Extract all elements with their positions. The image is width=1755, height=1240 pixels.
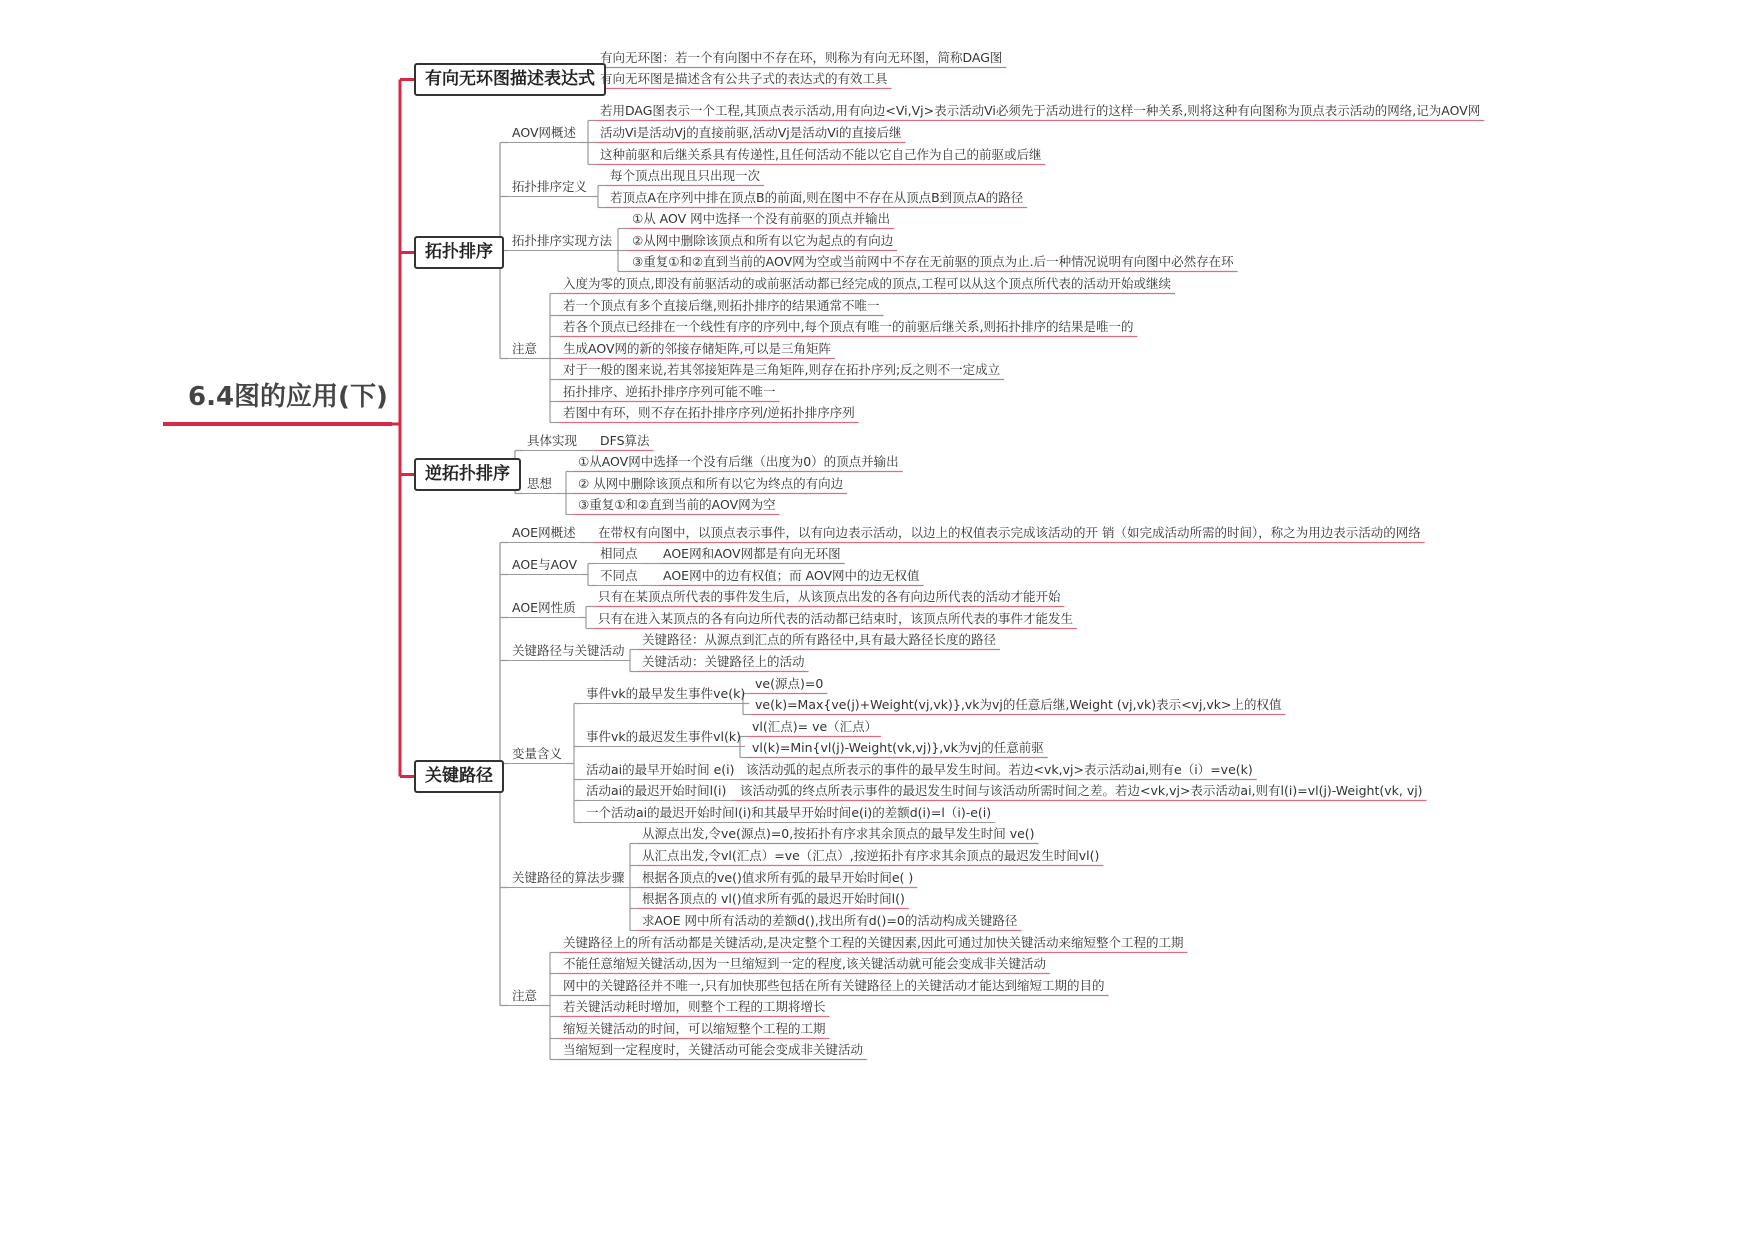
sub-algorithm-steps[interactable]: 关键路径的算法步骤 — [512, 870, 625, 885]
sub-implementation[interactable]: 具体实现 — [527, 433, 578, 448]
sub-aoe-overview[interactable]: AOE网概述 — [512, 525, 576, 540]
leaf-critical-note-0: 关键路径上的所有活动都是关键活动,是决定整个工程的关键因素,因此可通过加快关键活动来缩短整个工程的工期 — [563, 935, 1184, 950]
leaf-e-0: 该活动弧的起点所表示的事件的最早发生时间。若边<vk,vj>表示活动ai,则有e（i）=ve(k) — [746, 762, 1253, 777]
leaf-topo-note-1: 若一个顶点有多个直接后继,则拓扑排序的结果通常不唯一 — [563, 298, 880, 313]
leaf-aoe-0: 在带权有向图中，以顶点表示事件，以有向边表示活动，以边上的权值表示完成该活动的开 销（如完成活动所需的时间），称之为用边表示活动的网络 — [598, 525, 1421, 540]
leaf-step-1: 从汇点出发,令vl(汇点）=ve（汇点）,按逆拓扑有序求其余顶点的最迟发生时间vl() — [642, 848, 1100, 863]
leaf-l-0: 该活动弧的终点所表示事件的最迟发生时间与该活动所需时间之差。若边<vk,vj>表示活动ai,则有l(i)=vl(j)-Weight(vk, vj) — [740, 783, 1423, 798]
sub-l[interactable]: 活动ai的最迟开始时间l(i) — [586, 783, 727, 798]
leaf-aov-2: 这种前驱和后继关系具有传递性,且任何活动不能以它自己作为自己的前驱或后继 — [600, 147, 1042, 162]
leaf-topo-note-3: 生成AOV网的新的邻接存储矩阵,可以是三角矩阵 — [563, 341, 831, 356]
sub-difference[interactable]: 不同点 — [600, 568, 638, 583]
sub-topo-method[interactable]: 拓扑排序实现方法 — [512, 233, 613, 248]
leaf-path-1: 关键活动：关键路径上的活动 — [642, 654, 805, 669]
branch-reverse-topological-sort[interactable]: 逆拓扑排序 — [414, 458, 521, 491]
leaf-aov-1: 活动Vi是活动Vj的直接前驱,活动Vj是活动Vi的直接后继 — [600, 125, 902, 140]
sub-topo-note[interactable]: 注意 — [512, 341, 538, 356]
leaf-step-3: 根据各顶点的 vl()值求所有弧的最迟开始时间l() — [642, 891, 905, 906]
sub-e[interactable]: 活动ai的最早开始时间 e(i) — [586, 762, 735, 777]
leaf-critical-note-1: 不能任意缩短关键活动,因为一旦缩短到一定的程度,该关键活动就可能会变成非关键活动 — [563, 956, 1046, 971]
leaf-method-0: ①从 AOV 网中选择一个没有前驱的顶点并输出 — [632, 211, 891, 226]
sub-aov-overview[interactable]: AOV网概述 — [512, 125, 577, 140]
leaf-critical-note-2: 网中的关键路径并不唯一,只有加快那些包括在所有关键路径上的关键活动才能达到缩短工期的目的 — [563, 978, 1105, 993]
leaf-dag-definition: 有向无环图：若一个有向图中不存在环，则称为有向无环图，简称DAG图 — [600, 50, 1003, 65]
leaf-step-2: 根据各顶点的ve()值求所有弧的最早开始时间e( ) — [642, 870, 914, 885]
leaf-topo-note-0: 入度为零的顶点,即没有前驱活动的或前驱活动都已经完成的顶点,工程可以从这个顶点所代表的活动开始或继续 — [563, 276, 1171, 291]
leaf-def-0: 每个顶点出现且只出现一次 — [610, 168, 761, 183]
sub-similarity[interactable]: 相同点 — [600, 546, 638, 561]
sub-aoe-vs-aov[interactable]: AOE与AOV — [512, 557, 578, 572]
leaf-def-1: 若顶点A在序列中排在顶点B的前面,则在图中不存在从顶点B到顶点A的路径 — [610, 190, 1024, 205]
leaf-property-1: 只有在进入某顶点的各有向边所代表的活动都已结束时，该顶点所代表的事件才能发生 — [598, 611, 1074, 626]
leaf-vl-1: vl(k)=Min{vl(j)-Weight(vk,vj)},vk为vj的任意前驱 — [752, 740, 1044, 755]
leaf-idea-0: ①从AOV网中选择一个没有后继（出度为0）的顶点并输出 — [578, 454, 899, 469]
root-topic[interactable]: 6.4图的应用(下) — [188, 382, 388, 412]
branch-dag-expression[interactable]: 有向无环图描述表达式 — [414, 63, 606, 96]
leaf-dfs-algorithm: DFS算法 — [600, 433, 650, 448]
leaf-method-2: ③重复①和②直到当前的AOV网为空或当前网中不存在无前驱的顶点为止.后一种情况说明有向图中必然存在环 — [632, 254, 1234, 269]
sub-critical-path-activity[interactable]: 关键路径与关键活动 — [512, 643, 625, 658]
leaf-topo-note-4: 对于一般的图来说,若其邻接矩阵是三角矩阵,则存在拓扑序列;反之则不一定成立 — [563, 362, 1001, 377]
sub-critical-note[interactable]: 注意 — [512, 988, 538, 1003]
leaf-vl-0: vl(汇点)= ve（汇点） — [752, 719, 878, 734]
branch-topological-sort[interactable]: 拓扑排序 — [414, 236, 504, 269]
leaf-dag-tool: 有向无环图是描述含有公共子式的表达式的有效工具 — [600, 71, 888, 86]
sub-topo-definition[interactable]: 拓扑排序定义 — [512, 179, 588, 194]
branch-critical-path[interactable]: 关键路径 — [414, 760, 504, 793]
sub-aoe-property[interactable]: AOE网性质 — [512, 600, 576, 615]
leaf-topo-note-2: 若各个顶点已经排在一个线性有序的序列中,每个顶点有唯一的前驱后继关系,则拓扑排序的结果是唯一的 — [563, 319, 1134, 334]
leaf-property-0: 只有在某顶点所代表的事件发生后，从该顶点出发的各有向边所代表的活动才能开始 — [598, 589, 1061, 604]
leaf-idea-2: ③重复①和②直到当前的AOV网为空 — [578, 497, 776, 512]
leaf-critical-note-4: 缩短关键活动的时间，可以缩短整个工程的工期 — [563, 1021, 826, 1036]
leaf-aov-0: 若用DAG图表示一个工程,其顶点表示活动,用有向边<Vi,Vj>表示活动Vi必须先于活动进行的这样一种关系,则将这种有向图称为顶点表示活动的网络,记为AOV网 — [600, 103, 1481, 118]
leaf-idea-1: ② 从网中删除该顶点和所有以它为终点的有向边 — [578, 476, 844, 491]
sub-d[interactable]: 一个活动ai的最迟开始时间l(i)和其最早开始时间e(i)的差额d(i)=l（i)-e(i) — [586, 805, 992, 820]
leaf-critical-note-3: 若关键活动耗时增加，则整个工程的工期将增长 — [563, 999, 826, 1014]
leaf-topo-note-6: 若图中有环，则不存在拓扑排序序列/逆拓扑排序序列 — [563, 405, 855, 420]
leaf-ve-0: ve(源点)=0 — [755, 676, 824, 691]
leaf-similarity-0: AOE网和AOV网都是有向无环图 — [663, 546, 841, 561]
leaf-step-0: 从源点出发,令ve(源点)=0,按拓扑有序求其余顶点的最早发生时间 ve() — [642, 826, 1035, 841]
sub-ve[interactable]: 事件vk的最早发生事件ve(k) — [586, 686, 746, 701]
leaf-ve-1: ve(k)=Max{ve(j)+Weight(vj,vk)},vk为vj的任意后继,Weight (vj,vk)表示<vj,vk>上的权值 — [755, 697, 1282, 712]
leaf-path-0: 关键路径：从源点到汇点的所有路径中,具有最大路径长度的路径 — [642, 632, 996, 647]
sub-idea[interactable]: 思想 — [527, 476, 553, 491]
leaf-topo-note-5: 拓扑排序、逆拓扑排序序列可能不唯一 — [563, 384, 776, 399]
leaf-critical-note-5: 当缩短到一定程度时，关键活动可能会变成非关键活动 — [563, 1042, 864, 1057]
leaf-difference-0: AOE网中的边有权值；而 AOV网中的边无权值 — [663, 568, 920, 583]
sub-variable-meaning[interactable]: 变量含义 — [512, 746, 563, 761]
sub-vl[interactable]: 事件vk的最迟发生事件vl(k) — [586, 729, 741, 744]
leaf-step-4: 求AOE 网中所有活动的差额d(),找出所有d()=0的活动构成关键路径 — [642, 913, 1018, 928]
leaf-method-1: ②从网中删除该顶点和所有以它为起点的有向边 — [632, 233, 894, 248]
